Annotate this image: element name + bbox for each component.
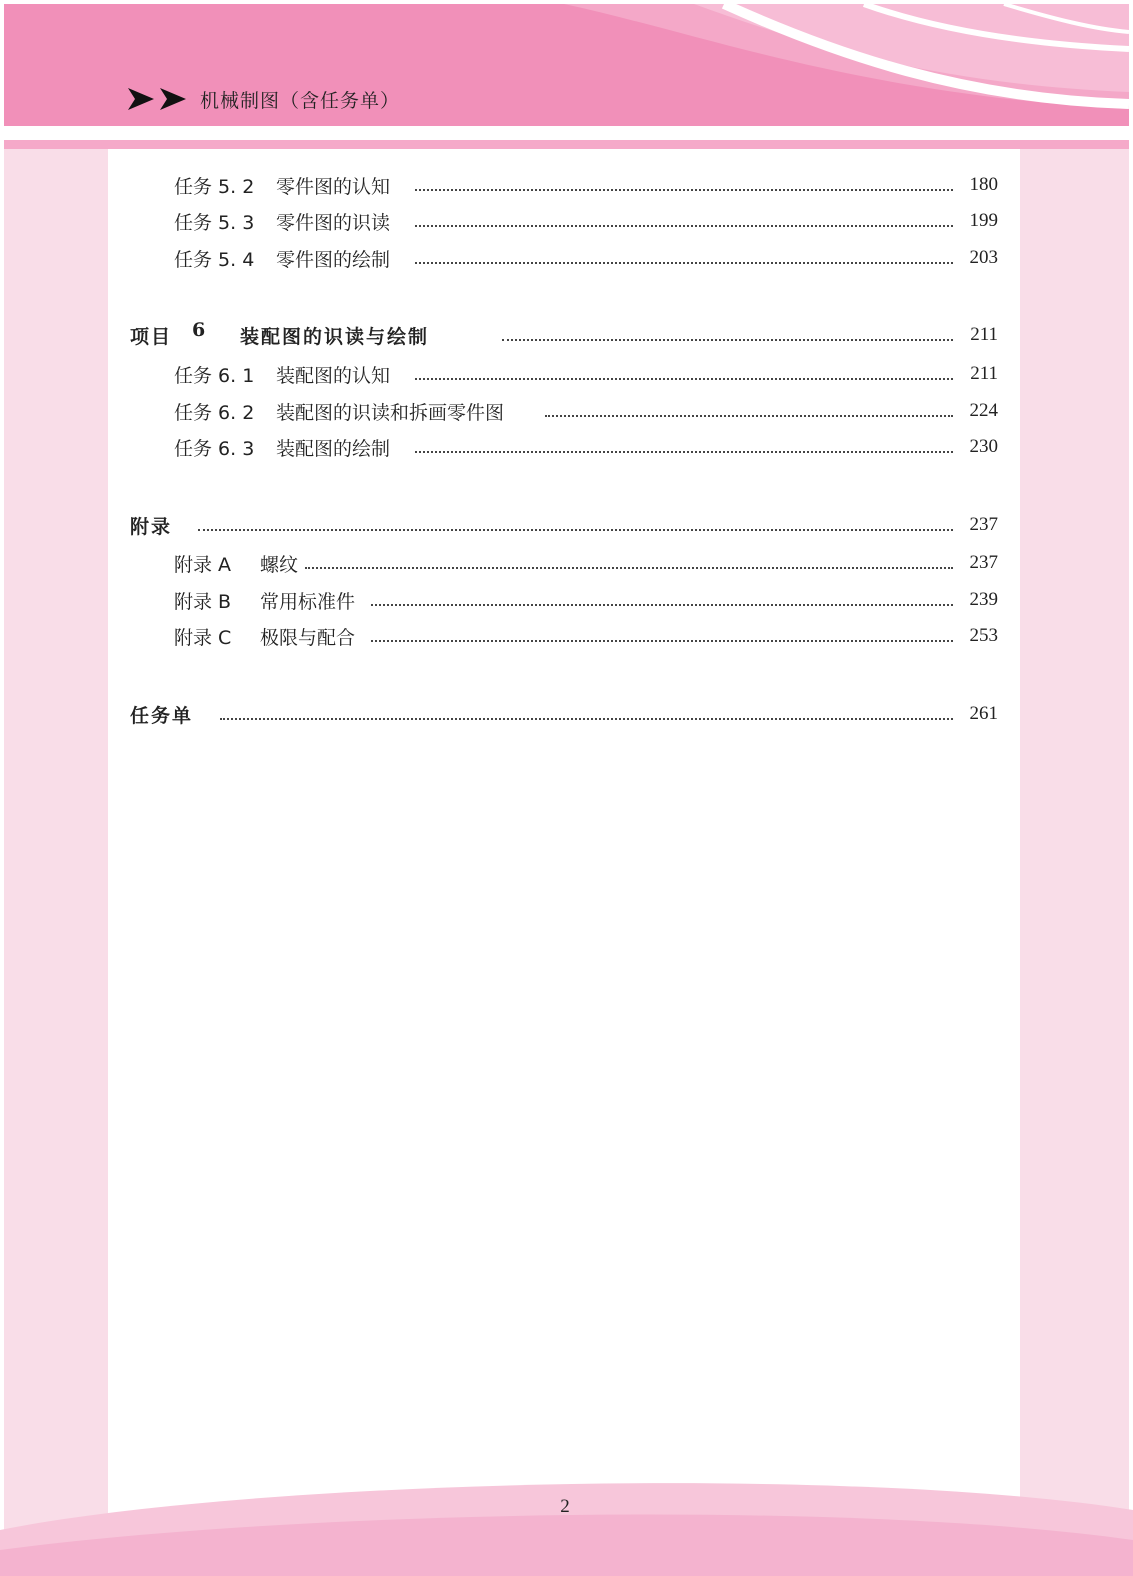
toc-entry-title: 零件图的认知 [276, 176, 391, 198]
toc-project-label: 项目 [130, 326, 173, 348]
toc-entry-title: 装配图的绘制 [276, 438, 391, 460]
page-number: 2 [560, 1496, 570, 1517]
toc-entry-page: 237 [969, 514, 998, 535]
header-strip [4, 140, 1129, 149]
toc-entry-page: 237 [969, 552, 998, 573]
toc-entry-page: 211 [970, 324, 998, 345]
toc-entry-number: 任务 5. 4 [174, 249, 255, 271]
toc-entry-title: 零件图的识读 [276, 212, 391, 234]
toc-leader-dots [415, 451, 953, 453]
toc-leader-dots [371, 640, 953, 642]
toc-entry-page: 261 [969, 703, 998, 724]
toc-entry-number: 附录 A [174, 554, 232, 576]
double-arrow-icon [126, 86, 188, 112]
toc-entry-title: 装配图的识读和拆画零件图 [276, 402, 505, 424]
right-margin-band [1020, 149, 1129, 1569]
toc-leader-dots [415, 189, 953, 191]
toc-appendix-title: 附录 [130, 516, 173, 538]
toc-entry-title: 极限与配合 [260, 627, 356, 649]
toc-project-title: 装配图的识读与绘制 [240, 326, 430, 348]
toc-leader-dots [371, 604, 953, 606]
toc-entry-page: 203 [969, 247, 998, 268]
toc-leader-dots [220, 718, 953, 720]
toc-leader-dots [502, 339, 953, 341]
toc-leader-dots [415, 225, 953, 227]
toc-leader-dots [198, 529, 953, 531]
toc-entry-page: 253 [969, 625, 998, 646]
toc-entry-number: 任务 6. 2 [174, 402, 255, 424]
toc-entry-number: 附录 C [174, 627, 232, 649]
toc-leader-dots [305, 567, 953, 569]
toc-leader-dots [545, 415, 953, 417]
left-margin-band [4, 149, 108, 1569]
toc-entry-page: 230 [969, 436, 998, 457]
toc-entry-number: 任务 6. 1 [174, 365, 255, 387]
toc-entry-page: 239 [969, 589, 998, 610]
toc-entry-title: 装配图的认知 [276, 365, 391, 387]
toc-task-sheet-title: 任务单 [130, 705, 194, 727]
toc-entry-title: 螺纹 [260, 554, 299, 576]
toc-project-number: 6 [192, 319, 208, 341]
toc-entry-page: 211 [970, 363, 998, 384]
toc-entry-number: 任务 5. 3 [174, 212, 255, 234]
footer-wave-decoration [0, 1470, 1133, 1576]
toc-entry-page: 224 [969, 400, 998, 421]
toc-entry-title: 零件图的绘制 [276, 249, 391, 271]
book-title: 机械制图（含任务单） [200, 90, 401, 112]
toc-entry-number: 任务 5. 2 [174, 176, 255, 198]
toc-entry-number: 任务 6. 3 [174, 438, 255, 460]
toc-entry-number: 附录 B [174, 591, 232, 613]
toc-entry-page: 180 [969, 174, 998, 195]
toc-entry-page: 199 [969, 210, 998, 231]
toc-leader-dots [415, 262, 953, 264]
toc-leader-dots [415, 378, 953, 380]
toc-entry-title: 常用标准件 [260, 591, 356, 613]
